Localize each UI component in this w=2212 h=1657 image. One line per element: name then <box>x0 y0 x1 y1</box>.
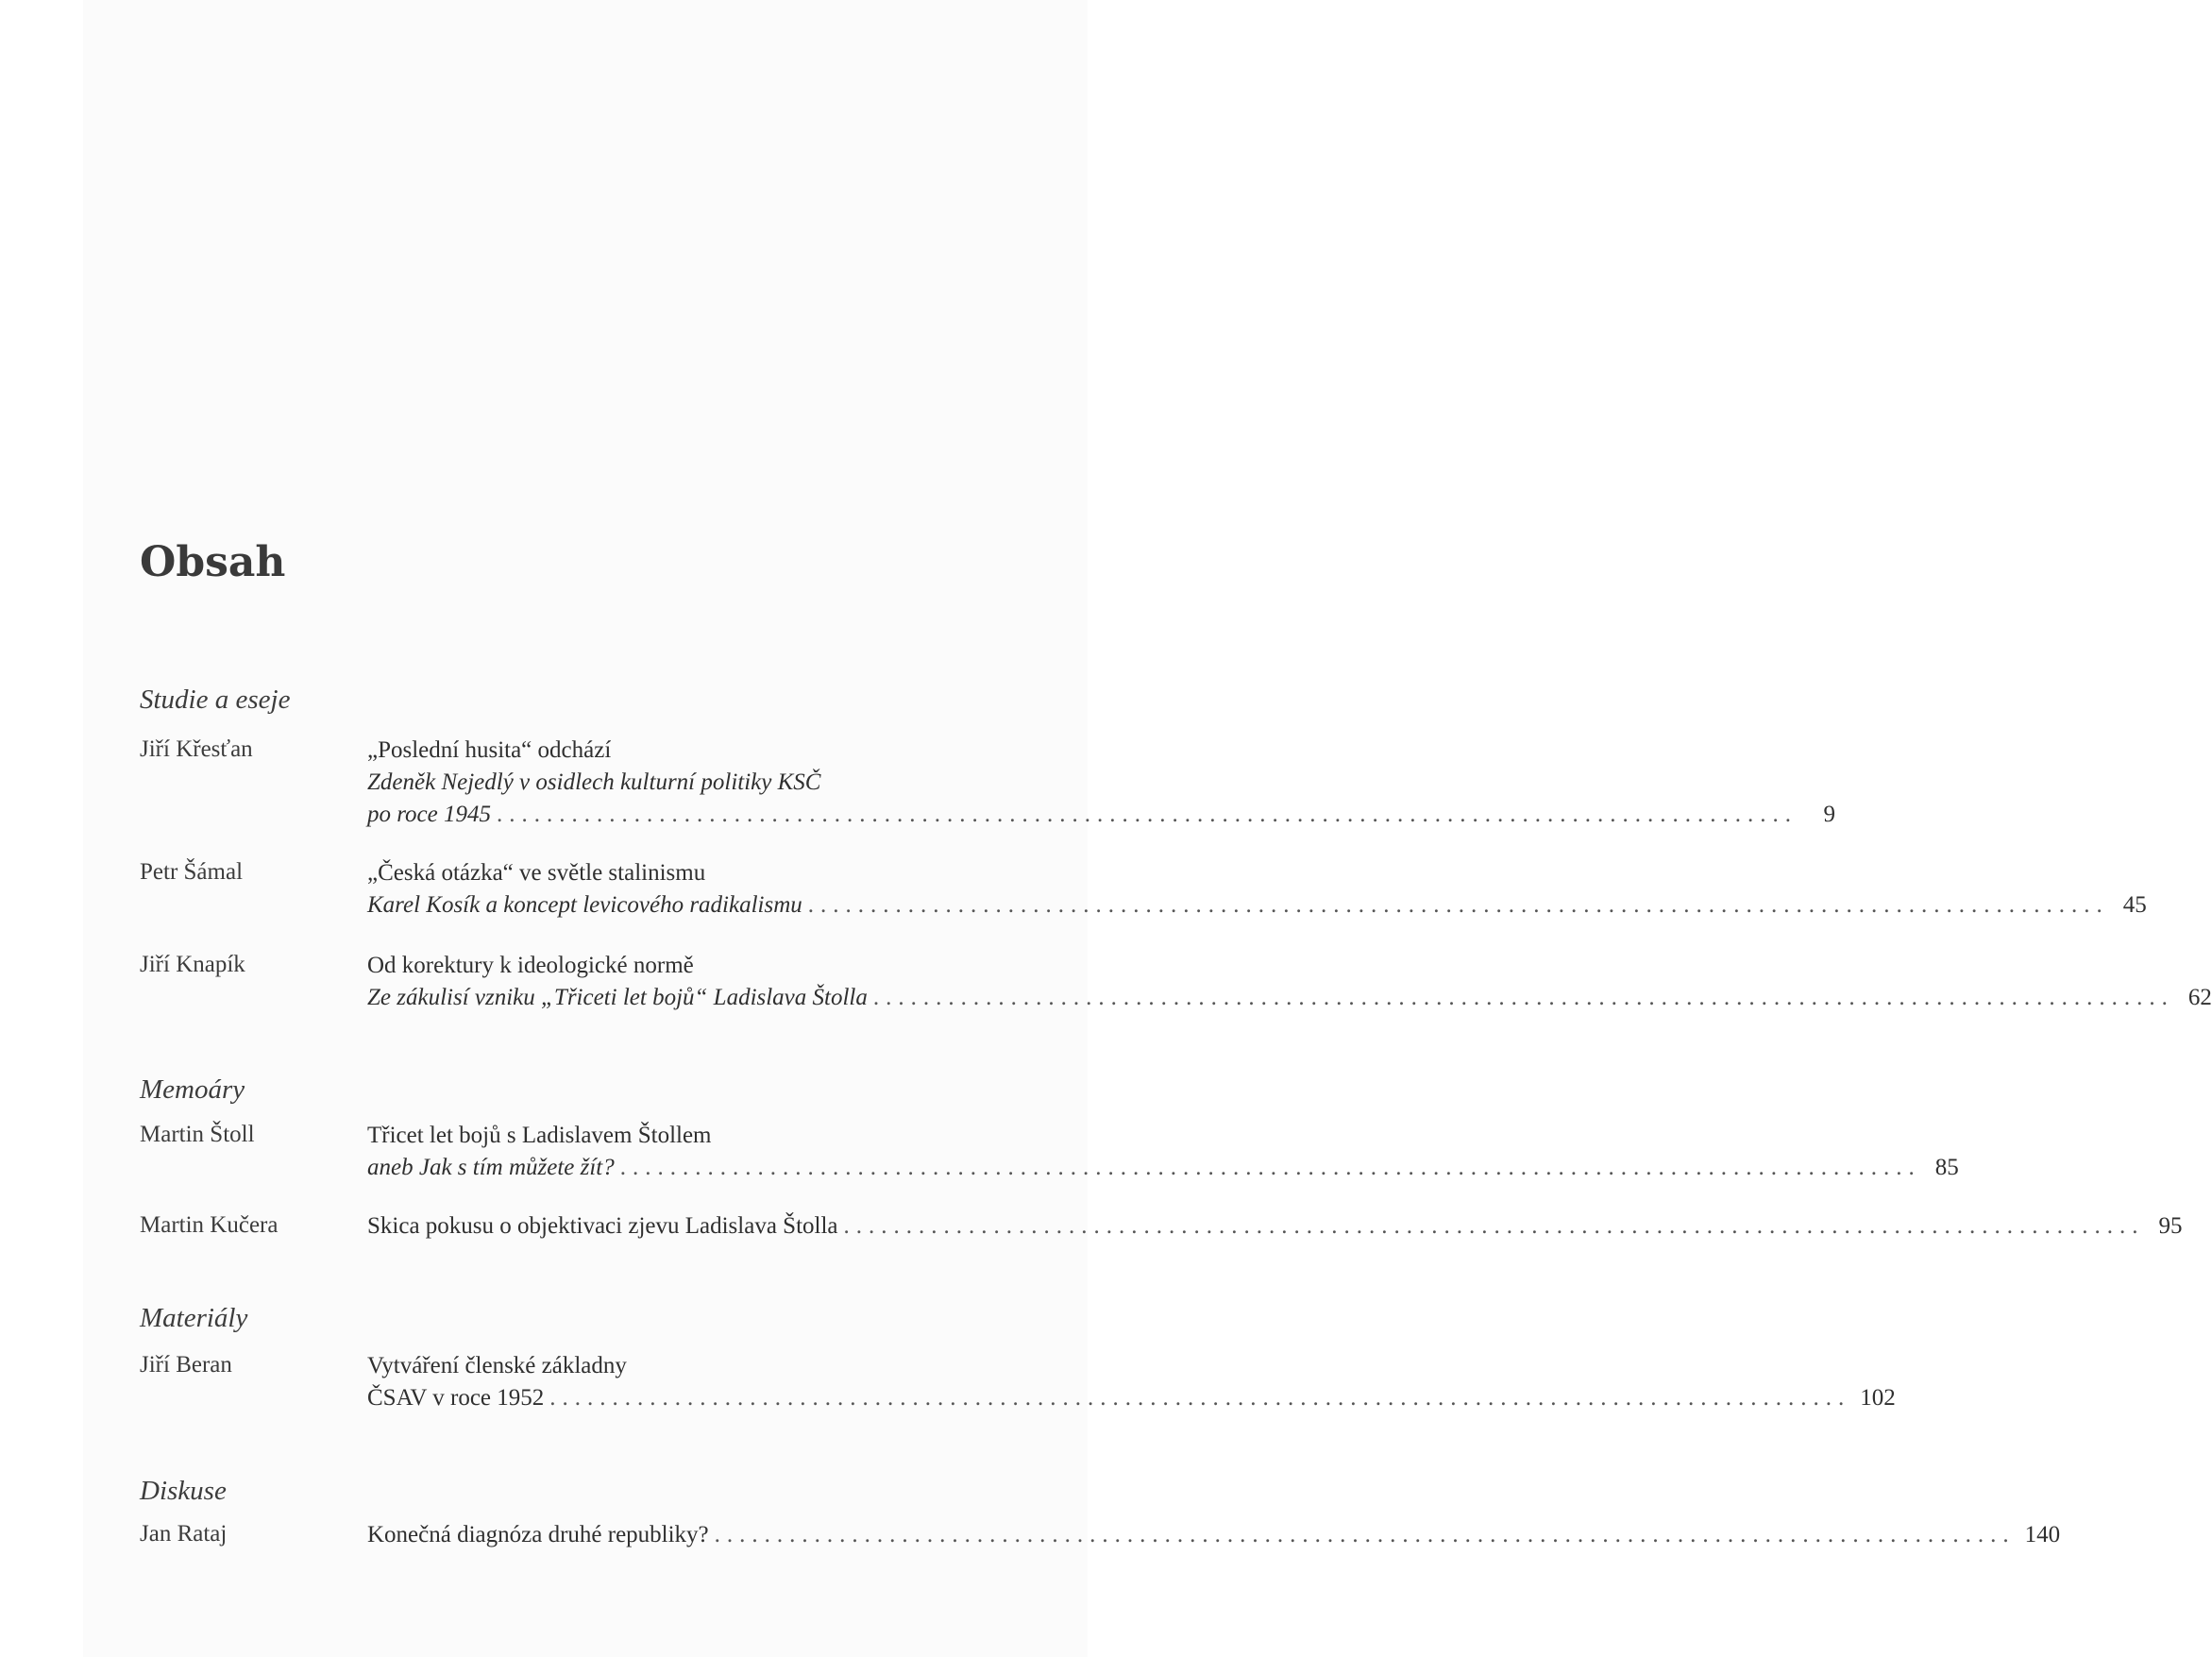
toc-entry[interactable] <box>367 950 2212 1014</box>
entry-author: Martin Kučera <box>140 1212 279 1238</box>
entry-author: Jiří Beran <box>140 1352 232 1378</box>
entry-title: „Česká otázka“ ve světle stalinismu <box>367 860 706 886</box>
entry-title: Konečná diagnóza druhé republiky? <box>367 1522 709 1547</box>
page-title: Obsah <box>140 538 286 586</box>
entry-title: Třicet let bojů s Ladislavem Štollem <box>367 1123 712 1148</box>
toc-entry[interactable] <box>367 857 2147 921</box>
leader-dots: ........................................................................................................ <box>714 1522 2016 1547</box>
entry-subtitle: Ze zákulisí vzniku „Třiceti let bojů“ Ladislava Štolla <box>367 985 868 1010</box>
page-number: 102 <box>1860 1385 1896 1411</box>
entry-subtitle: aneb Jak s tím můžete žít? <box>367 1155 615 1180</box>
leader-dots: ........................................................................................................ <box>807 892 2109 918</box>
toc-entry[interactable] <box>367 735 1835 831</box>
toc-entry[interactable] <box>367 1120 1959 1184</box>
entry-author: Martin Štoll <box>140 1122 255 1147</box>
leader-dots: ........................................................................................................ <box>619 1155 1921 1180</box>
section-title-memoary: Memoáry <box>140 1074 245 1105</box>
entry-title: Skica pokusu o objektivaci zjevu Ladislava Štolla <box>367 1213 838 1239</box>
entry-author: Jan Rataj <box>140 1521 228 1547</box>
leader-dots: ........................................................................................................ <box>872 985 2174 1010</box>
leader-dots: ........................................................................................................ <box>843 1213 2145 1239</box>
entry-title: „Poslední husita“ odchází <box>367 737 612 763</box>
entry-author: Petr Šámal <box>140 859 244 885</box>
toc-entry[interactable] <box>367 1210 2183 1243</box>
page-number: 62 <box>2187 985 2212 1010</box>
page-number: 95 <box>2158 1213 2183 1239</box>
entry-title: Od korektury k ideologické normě <box>367 953 694 978</box>
section-title-materialy: Materiály <box>140 1303 248 1333</box>
leader-dots: ........................................................................................................ <box>549 1385 1851 1411</box>
entry-subtitle: Zdeněk Nejedlý v osidlech kulturní politiky KSČ <box>367 769 821 795</box>
entry-title-cont: ČSAV v roce 1952 <box>367 1385 545 1411</box>
leader-dots: ........................................................................................................ <box>497 802 1798 827</box>
page-number: 140 <box>2024 1522 2061 1547</box>
entry-author: Jiří Knapík <box>140 952 245 977</box>
page-number: 45 <box>2122 892 2147 918</box>
toc-entry[interactable] <box>367 1350 1896 1414</box>
page-number: 9 <box>1823 802 1835 827</box>
section-title-studie: Studie a eseje <box>140 685 291 715</box>
entry-subtitle-cont: po roce 1945 <box>367 802 491 827</box>
page-number: 85 <box>1934 1155 1959 1180</box>
toc-entry[interactable] <box>367 1519 2061 1551</box>
entry-title: Vytváření členské základny <box>367 1353 627 1378</box>
entry-author: Jiří Křesťan <box>140 736 253 762</box>
entry-subtitle: Karel Kosík a koncept levicového radikalismu <box>367 892 802 918</box>
section-title-diskuse: Diskuse <box>140 1476 227 1506</box>
